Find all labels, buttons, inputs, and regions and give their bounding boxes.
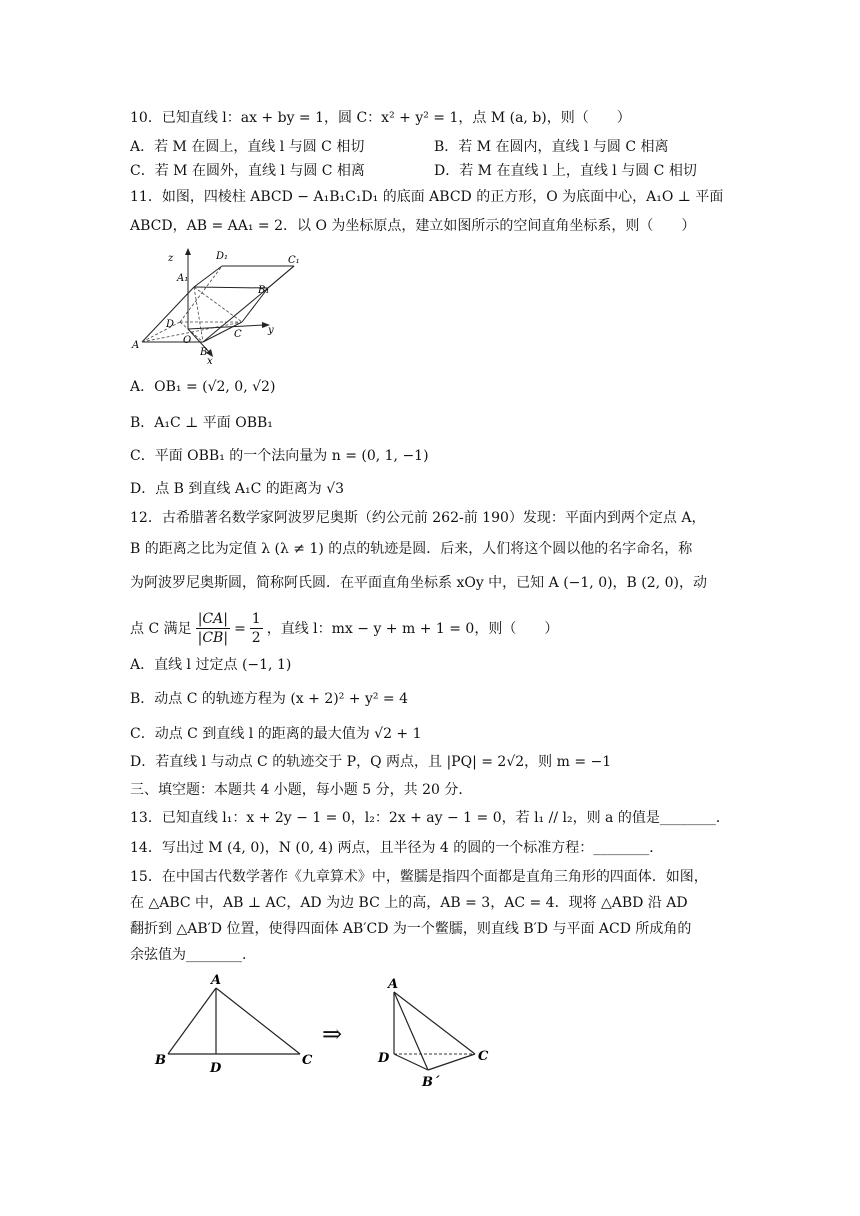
q12-stem-line2: B 的距离之比为定值 λ (λ ≠ 1) 的点的轨迹是圆．后来，人们将这个圆以他的名字命名，称 xyxy=(130,541,693,557)
point-b1-label: B₁ xyxy=(258,285,270,296)
prism-svg xyxy=(128,245,308,365)
value-fraction xyxy=(250,610,263,647)
point-d1-label: D₁ xyxy=(216,251,229,262)
q11-option-c: C．平面 OBB₁ 的一个法向量为 n = (0, 1, −1) xyxy=(130,448,429,464)
q12-option-d: D．若直线 l 与动点 C 的轨迹交于 P，Q 两点，且 |PQ| = 2√2，则 m = −1 xyxy=(130,754,612,770)
tet-a-label: A xyxy=(388,977,399,992)
q12-stem-line4-suffix: ，直线 l：mx − y + m + 1 = 0，则（ ） xyxy=(266,620,559,637)
section3-heading: 三、填空题：本题共 4 小题，每小题 5 分，共 20 分． xyxy=(130,782,473,798)
q11-stem-line2: ABCD，AB = AA₁ = 2．以 O 为坐标原点，建立如图所示的空间直角坐标系，则（ ） xyxy=(130,218,696,234)
q11-option-b: B．A₁C ⊥ 平面 OBB₁ xyxy=(130,415,273,431)
q10-stem: 10．已知直线 l：ax + by = 1，圆 C：x² + y² = 1，点 M (a, b)，则（ ） xyxy=(130,110,631,126)
tri-c-label: C xyxy=(302,1053,313,1068)
point-o-label: O xyxy=(183,335,192,346)
value-denominator: 2 xyxy=(251,630,261,646)
point-a-label: A xyxy=(132,340,140,351)
implies-arrow: ⇒ xyxy=(322,1020,343,1048)
q12-option-a: A．直线 l 过定点 (−1, 1) xyxy=(130,657,292,673)
q12-stem-line4-prefix: 点 C 满足 xyxy=(130,620,192,637)
q12-stem-line4: 点 C 满足 $\frac{|CA|}{|CB|}$ = $\frac{1}{2}$ ，直线 l：mx − y + m + 1 = 0，则（ ） xyxy=(130,611,559,646)
q14-text: 14．写出过 M (4, 0)，N (0, 4) 两点，且半径为 4 的圆的一个标准方程：________． xyxy=(130,840,664,856)
ratio-denominator: |CB| xyxy=(197,630,229,646)
point-a1-label: A₁ xyxy=(177,273,189,284)
q10-option-c: C．若 M 在圆外，直线 l 与圆 C 相离 xyxy=(130,163,365,179)
tet-d-label: D xyxy=(378,1051,390,1066)
q12-option-c: C．动点 C 到直线 l 的距离的最大值为 √2 + 1 xyxy=(130,726,422,742)
q11-option-a: A．OB₁ = (√2, 0, √2) xyxy=(130,379,276,395)
q10-option-a: A．若 M 在圆上，直线 l 与圆 C 相切 xyxy=(130,139,365,155)
point-d-label: D xyxy=(166,319,175,330)
q12-stem-line3: 为阿波罗尼奥斯圆，简称阿氏圆．在平面直角坐标系 xOy 中，已知 A (−1, 0)，B (2, 0)，动 xyxy=(130,575,707,591)
q12-option-b: B．动点 C 的轨迹方程为 (x + 2)² + y² = 4 xyxy=(130,691,409,707)
q12-stem-line1: 12．古希腊著名数学家阿波罗尼奥斯（约公元前 262-前 190）发现：平面内到两个定点 A， xyxy=(130,510,706,526)
q15-tetrahedron-figure xyxy=(372,972,502,1092)
tet-b-prime-label: B´ xyxy=(422,1075,440,1090)
q15-line3: 翻折到 △AB′D 位置，使得四面体 AB′CD 为一个鳖臑，则直线 B′D 与平面 ACD 所成角的 xyxy=(130,921,692,937)
tri-a-label: A xyxy=(211,973,222,988)
q15-line1: 15．在中国古代数学著作《九章算术》中，鳖臑是指四个面都是直角三角形的四面体．如图， xyxy=(130,869,708,885)
tri-d-label: D xyxy=(210,1061,222,1076)
q11-option-d: D．点 B 到直线 A₁C 的距离为 √3 xyxy=(130,481,345,497)
point-c-label: C xyxy=(234,329,242,340)
axis-x-label: x xyxy=(207,356,213,365)
point-c1-label: C₁ xyxy=(288,255,300,266)
q10-option-d: D．若 M 在直线 l 上，直线 l 与圆 C 相切 xyxy=(434,163,697,179)
axis-z-label: z xyxy=(168,253,174,264)
q15-triangle-figure xyxy=(150,972,320,1082)
q10-option-b: B．若 M 在圆内，直线 l 与圆 C 相离 xyxy=(434,139,669,155)
q11-stem-line1: 11．如图，四棱柱 ABCD − A₁B₁C₁D₁ 的底面 ABCD 的正方形，O 为底面中心，A₁O ⊥ 平面 xyxy=(130,189,724,205)
q11-prism-figure xyxy=(128,245,308,365)
tet-c-label: C xyxy=(478,1049,489,1064)
tri-b-label: B xyxy=(155,1053,166,1068)
ratio-fraction xyxy=(196,610,230,647)
point-b-label: B xyxy=(200,347,208,358)
q13-text: 13．已知直线 l₁：x + 2y − 1 = 0，l₂：2x + ay − 1 = 0，若 l₁ // l₂，则 a 的值是________． xyxy=(130,810,730,826)
value-numerator: 1 xyxy=(251,611,261,627)
q15-line4: 余弦值为________． xyxy=(130,947,256,963)
axis-y-label: y xyxy=(268,325,274,336)
q15-line2: 在 △ABC 中，AB ⊥ AC，AD 为边 BC 上的高，AB = 3，AC = 4．现将 △ABD 沿 AD xyxy=(130,895,688,911)
ratio-numerator: |CA| xyxy=(197,611,228,627)
